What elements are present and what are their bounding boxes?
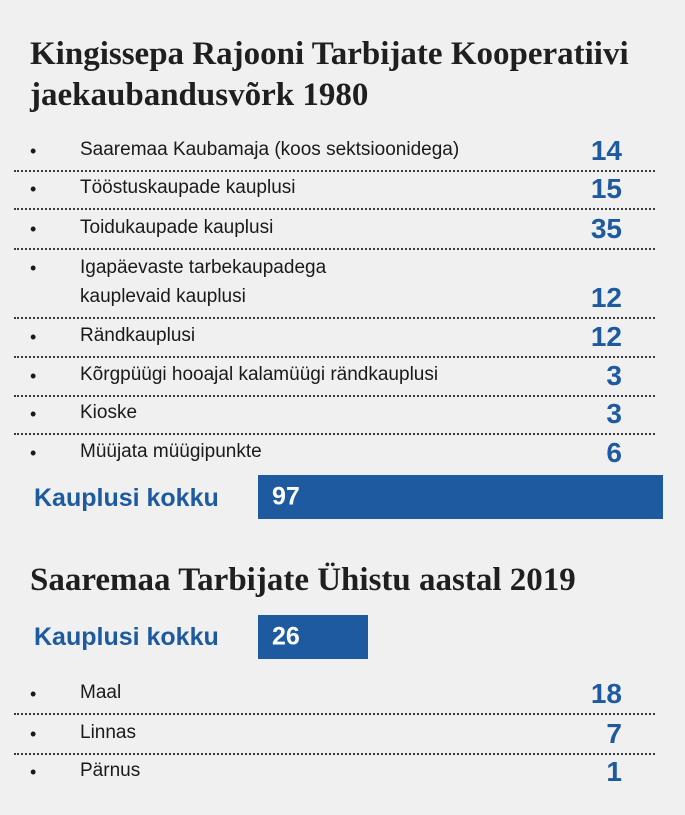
bullet-icon: • (30, 366, 37, 386)
row-label: Maal (80, 682, 122, 703)
bullet-icon: • (30, 141, 37, 161)
bullet-icon: • (30, 258, 37, 278)
row-value: 14 (590, 135, 622, 166)
bullet-icon: • (30, 219, 37, 239)
table-row (14, 435, 655, 472)
row-label-line-1: Igapäevaste tarbekaupadega (80, 257, 327, 278)
row-label: Kõrgpüügi hooajal kalamüügi rändkauplusi (80, 364, 439, 385)
row-label: Müüjata müügipunkte (80, 441, 262, 462)
bullet-icon: • (30, 179, 37, 199)
total-bar (258, 475, 663, 519)
bullet-icon: • (30, 327, 37, 347)
row-label: Saaremaa Kaubamaja (koos sektsioonidega) (80, 139, 460, 160)
bullet-icon: • (30, 762, 37, 782)
row-label: Kioske (80, 402, 138, 423)
section-2-title: Saaremaa Tarbijate Ühistu aastal 2019 (30, 562, 576, 598)
row-value: 12 (590, 282, 622, 313)
section-1-title: Kingissepa Rajooni Tarbijate Kooperatiivi jaekaubandusvõrk 1980 (30, 36, 629, 113)
row-label: Tööstuskaupade kauplusi (80, 177, 296, 198)
total-label: Kauplusi kokku (34, 623, 219, 651)
bullet-icon: • (30, 443, 37, 463)
row-value: 6 (606, 437, 622, 468)
row-value: 18 (590, 678, 622, 709)
table-row (14, 715, 655, 755)
bullet-icon: • (30, 404, 37, 424)
table-row (14, 358, 655, 397)
table-row (14, 755, 655, 791)
row-value: 7 (606, 718, 622, 749)
row-value: 12 (590, 321, 622, 352)
row-label-line-2: kauplevaid kauplusi (80, 286, 246, 307)
bullet-icon: • (30, 724, 37, 744)
row-label: Toidukaupade kauplusi (80, 217, 274, 238)
row-value: 15 (590, 173, 622, 204)
row-label: Pärnus (80, 760, 141, 781)
bullet-icon: • (30, 684, 37, 704)
row-value: 3 (606, 398, 622, 429)
row-label: Rändkauplusi (80, 325, 196, 346)
table-row (14, 675, 655, 715)
row-value: 1 (606, 756, 622, 787)
table-row (14, 319, 655, 358)
table-row (14, 397, 655, 435)
total-value: 26 (272, 622, 300, 651)
table-row (14, 210, 655, 250)
total-bar (258, 615, 368, 659)
row-label: Linnas (80, 722, 136, 743)
total-label: Kauplusi kokku (34, 484, 219, 512)
row-value: 3 (606, 360, 622, 391)
total-value: 97 (272, 482, 300, 511)
table-row (14, 250, 655, 319)
table-row (14, 172, 655, 210)
table-row (14, 132, 655, 172)
row-value: 35 (590, 213, 622, 244)
